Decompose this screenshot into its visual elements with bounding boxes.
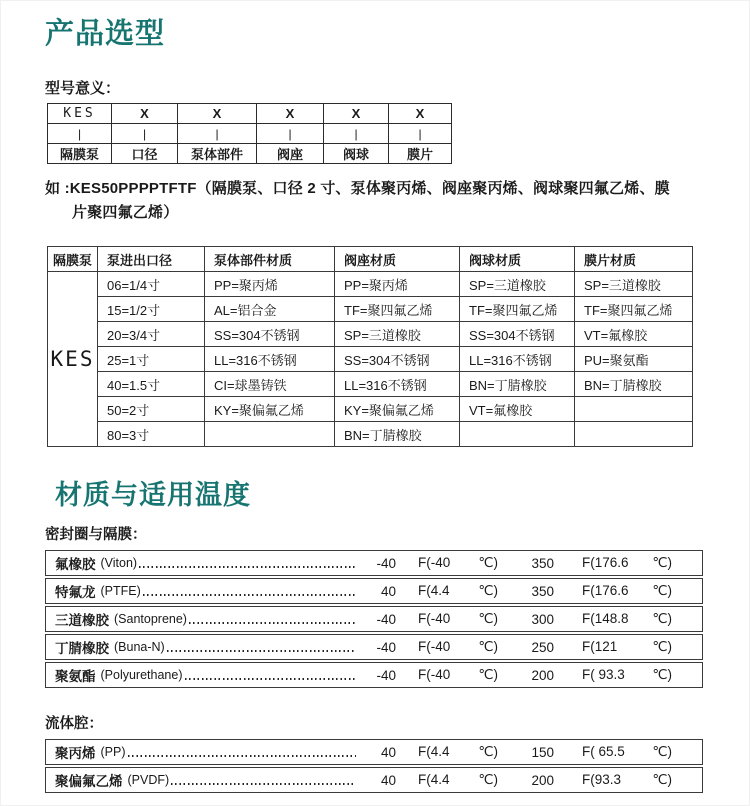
ball-material-cell: SS=304不锈钢 <box>460 322 575 347</box>
max-c-value: F( 93.3 <box>582 667 625 683</box>
max-temp-c <box>582 667 672 683</box>
material-name-cn: 丁腈橡胶 <box>55 641 109 657</box>
min-c-value: F(4.4 <box>418 744 450 760</box>
max-temp-f: 350 <box>531 583 554 599</box>
code-row-connectors <box>48 124 452 144</box>
material-name-cn: 聚偏氟乙烯 <box>55 774 123 790</box>
min-temp-c <box>418 667 498 683</box>
body-material-cell: KY=聚偏氟乙烯 <box>205 397 335 422</box>
celsius-unit: ℃) <box>478 555 498 571</box>
dotted-leader <box>167 650 356 652</box>
connector-cell: | <box>389 124 452 144</box>
table-row <box>48 322 693 347</box>
diaphragm-material-cell: SP=三道橡胶 <box>575 272 693 297</box>
min-temp-f: -40 <box>376 611 396 627</box>
celsius-unit: ℃) <box>478 772 498 788</box>
model-example <box>45 177 705 225</box>
section-title-materials: 材质与适用温度 <box>55 480 251 511</box>
meaning-cell: 隔膜泵 <box>48 144 112 164</box>
max-c-value: F(148.8 <box>582 611 629 627</box>
material-name-en: (PTFE) <box>100 584 141 599</box>
celsius-unit: ℃) <box>652 611 672 627</box>
body-material-cell: LL=316不锈钢 <box>205 347 335 372</box>
table-row <box>48 372 693 397</box>
col-header: 隔膜泵 <box>48 247 98 272</box>
max-temp-c <box>582 611 672 627</box>
col-header: 阀座材质 <box>335 247 460 272</box>
min-temp-f: 40 <box>380 772 396 788</box>
material-name-en: (Viton) <box>100 556 138 571</box>
max-temp-c <box>582 639 672 655</box>
size-cell: 50=2寸 <box>98 397 205 422</box>
max-c-value: F(93.3 <box>582 772 622 788</box>
meaning-cell: 口径 <box>112 144 178 164</box>
ball-material-cell: TF=聚四氟乙烯 <box>460 297 575 322</box>
max-temp-f: 200 <box>531 667 554 683</box>
min-temp-f: -40 <box>376 555 396 571</box>
ball-material-cell: LL=316不锈钢 <box>460 347 575 372</box>
code-cell: X <box>389 104 452 124</box>
min-temp-f: -40 <box>376 639 396 655</box>
code-cell: KES <box>48 104 112 124</box>
max-c-value: F(176.6 <box>582 555 629 571</box>
material-name-cn: 氟橡胶 <box>55 557 96 573</box>
size-cell: 06=1/4寸 <box>98 272 205 297</box>
material-name-en: (PP) <box>100 745 126 760</box>
seat-material-cell: KY=聚偏氟乙烯 <box>335 397 460 422</box>
seat-material-cell: LL=316不锈钢 <box>335 372 460 397</box>
min-temp-f: -40 <box>376 667 396 683</box>
code-cell: X <box>257 104 324 124</box>
min-temp-c <box>418 744 498 760</box>
dotted-leader <box>143 594 356 596</box>
seat-material-cell: BN=丁腈橡胶 <box>335 422 460 447</box>
max-temp-f: 200 <box>531 772 554 788</box>
diaphragm-material-cell: PU=聚氨酯 <box>575 347 693 372</box>
seat-material-cell: SP=三道橡胶 <box>335 322 460 347</box>
material-row <box>45 767 703 793</box>
col-header: 泵体部件材质 <box>205 247 335 272</box>
page-title: 产品选型 <box>45 18 166 50</box>
diaphragm-material-cell: BN=丁腈橡胶 <box>575 372 693 397</box>
diaphragm-material-cell <box>575 422 693 447</box>
dotted-leader <box>185 678 357 680</box>
min-temp-c <box>418 611 498 627</box>
meaning-cell: 阀球 <box>324 144 389 164</box>
max-temp-f: 250 <box>531 639 554 655</box>
table-row <box>48 422 693 447</box>
material-name-cn: 聚丙烯 <box>55 746 96 762</box>
min-c-value: F(-40 <box>418 639 451 655</box>
col-header: 泵进出口径 <box>98 247 205 272</box>
ball-material-cell: BN=丁腈橡胶 <box>460 372 575 397</box>
celsius-unit: ℃) <box>478 583 498 599</box>
connector-cell: | <box>48 124 112 144</box>
code-cell: X <box>112 104 178 124</box>
selection-header-row <box>48 247 693 272</box>
size-cell: 20=3/4寸 <box>98 322 205 347</box>
max-temp-f: 300 <box>531 611 554 627</box>
material-row <box>45 662 703 688</box>
celsius-unit: ℃) <box>652 772 672 788</box>
ball-material-cell: SP=三道橡胶 <box>460 272 575 297</box>
min-temp-c <box>418 583 498 599</box>
model-meaning-label: 型号意义： <box>45 80 121 98</box>
material-name-cn: 聚氨酯 <box>55 669 96 685</box>
body-material-cell: SS=304不锈钢 <box>205 322 335 347</box>
material-row <box>45 578 703 604</box>
dotted-leader <box>128 755 357 757</box>
celsius-unit: ℃) <box>478 744 498 760</box>
connector-cell: | <box>257 124 324 144</box>
table-row <box>48 272 693 297</box>
size-cell: 25=1寸 <box>98 347 205 372</box>
selection-table <box>47 246 693 447</box>
code-cell: X <box>178 104 257 124</box>
connector-cell: | <box>112 124 178 144</box>
min-c-value: F(-40 <box>418 667 451 683</box>
material-name-en: (PVDF) <box>127 773 170 788</box>
min-c-value: F(4.4 <box>418 772 450 788</box>
max-temp-f: 350 <box>531 555 554 571</box>
material-name-en: (Polyurethane) <box>100 668 183 683</box>
material-row <box>45 634 703 660</box>
min-c-value: F(4.4 <box>418 583 450 599</box>
material-row <box>45 550 703 576</box>
max-c-value: F(176.6 <box>582 583 629 599</box>
meaning-cell: 泵体部件 <box>178 144 257 164</box>
celsius-unit: ℃) <box>652 639 672 655</box>
material-name-cn: 三道橡胶 <box>55 613 109 629</box>
seal-diaphragm-label: 密封圈与隔膜： <box>45 527 147 544</box>
material-row <box>45 739 703 765</box>
table-row <box>48 347 693 372</box>
diaphragm-material-cell: TF=聚四氟乙烯 <box>575 297 693 322</box>
seal-temperature-table <box>45 550 703 688</box>
meaning-cell: 膜片 <box>389 144 452 164</box>
max-temp-c <box>582 555 672 571</box>
celsius-unit: ℃) <box>652 583 672 599</box>
material-row <box>45 606 703 632</box>
min-temp-f: 40 <box>380 744 396 760</box>
max-c-value: F( 65.5 <box>582 744 625 760</box>
material-name-cn: 特氟龙 <box>55 585 96 601</box>
seat-material-cell: PP=聚丙烯 <box>335 272 460 297</box>
material-name-en: (Santoprene) <box>114 612 187 627</box>
table-row <box>48 397 693 422</box>
min-c-value: F(-40 <box>418 555 451 571</box>
min-temp-c <box>418 639 498 655</box>
series-cell: KES <box>48 272 98 447</box>
min-temp-c <box>418 555 498 571</box>
code-row-codes <box>48 104 452 124</box>
max-temp-f: 150 <box>531 744 554 760</box>
max-c-value: F(121 <box>582 639 618 655</box>
min-c-value: F(-40 <box>418 611 451 627</box>
material-name-en: (Buna-N) <box>114 640 165 655</box>
seat-material-cell: TF=聚四氟乙烯 <box>335 297 460 322</box>
ball-material-cell: VT=氟橡胶 <box>460 397 575 422</box>
celsius-unit: ℃) <box>478 639 498 655</box>
dotted-leader <box>171 783 356 785</box>
connector-cell: | <box>324 124 389 144</box>
size-cell: 40=1.5寸 <box>98 372 205 397</box>
fluid-temperature-table <box>45 739 703 793</box>
celsius-unit: ℃) <box>652 555 672 571</box>
example-text-line1: 如 :KES50PPPPTFTF（隔膜泵、口径 2 寸、泵体聚丙烯、阀座聚丙烯、阀球聚四氟乙烯、膜 <box>45 180 670 198</box>
meaning-cell: 阀座 <box>257 144 324 164</box>
celsius-unit: ℃) <box>478 667 498 683</box>
body-material-cell: PP=聚丙烯 <box>205 272 335 297</box>
dotted-leader <box>139 566 356 568</box>
celsius-unit: ℃) <box>652 667 672 683</box>
seat-material-cell: SS=304不锈钢 <box>335 347 460 372</box>
dotted-leader <box>189 622 356 624</box>
min-temp-f: 40 <box>380 583 396 599</box>
diaphragm-material-cell <box>575 397 693 422</box>
body-material-cell: CI=球墨铸铁 <box>205 372 335 397</box>
table-row <box>48 297 693 322</box>
size-cell: 15=1/2寸 <box>98 297 205 322</box>
connector-cell: | <box>178 124 257 144</box>
celsius-unit: ℃) <box>652 744 672 760</box>
max-temp-c <box>582 772 672 788</box>
code-cell: X <box>324 104 389 124</box>
body-material-cell <box>205 422 335 447</box>
size-cell: 80=3寸 <box>98 422 205 447</box>
example-text-line2: 片聚四氟乙烯） <box>72 204 179 222</box>
code-row-meanings <box>48 144 452 164</box>
diaphragm-material-cell: VT=氟橡胶 <box>575 322 693 347</box>
max-temp-c <box>582 744 672 760</box>
col-header: 膜片材质 <box>575 247 693 272</box>
body-material-cell: AL=铝合金 <box>205 297 335 322</box>
celsius-unit: ℃) <box>478 611 498 627</box>
model-code-table <box>47 103 452 164</box>
max-temp-c <box>582 583 672 599</box>
fluid-chamber-label: 流体腔： <box>45 716 103 733</box>
ball-material-cell <box>460 422 575 447</box>
col-header: 阀球材质 <box>460 247 575 272</box>
min-temp-c <box>418 772 498 788</box>
